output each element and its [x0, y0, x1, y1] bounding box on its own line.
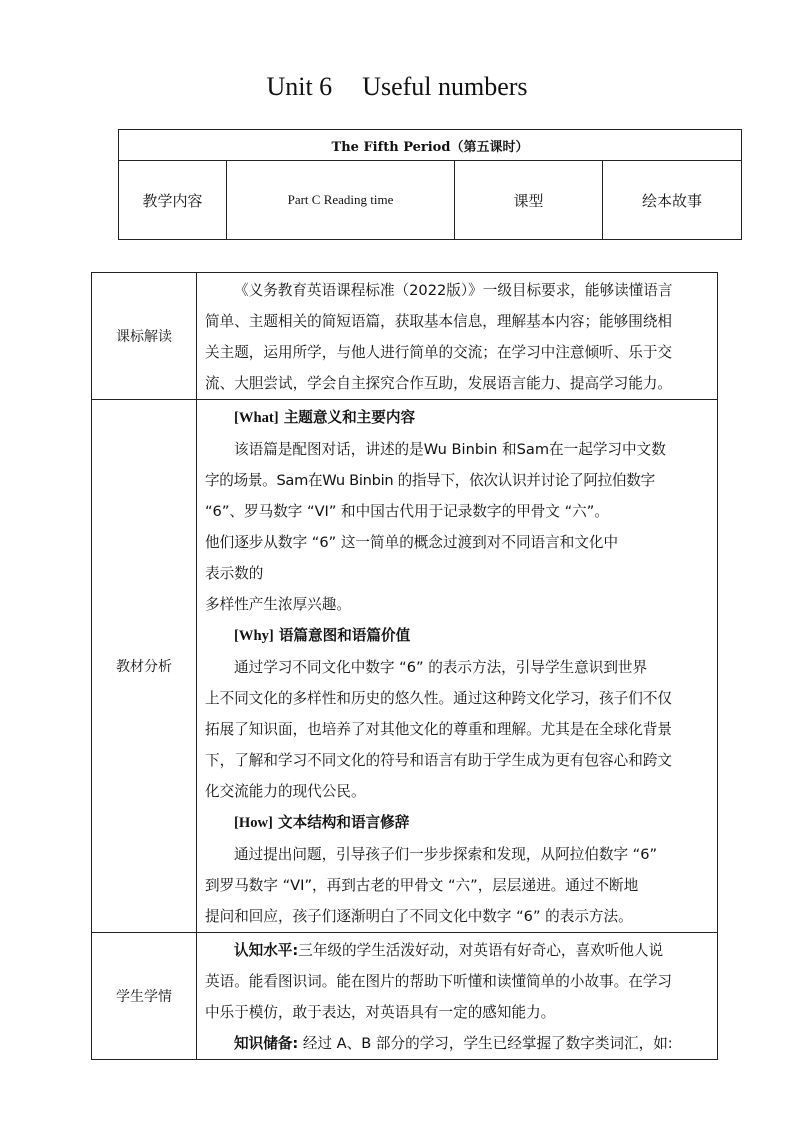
- standards-line: 流、大胆尝试，学会自主探究合作互助，发展语言能力、提高学习能力。: [205, 375, 673, 392]
- how-tag: [How]: [234, 815, 273, 831]
- students-body: [197, 933, 718, 1060]
- header-table: [118, 129, 742, 240]
- why-line: 化交流能力的现代公民。: [205, 783, 366, 800]
- analysis-table: [91, 272, 718, 1060]
- standards-line: 《义务教育英语课程标准（2022版）》一级目标要求，能够读懂语言: [234, 282, 673, 299]
- what-line: 字的场景。Sam在Wu Binbin 的指导下，依次认识并讨论了阿拉伯数字: [205, 472, 655, 489]
- why-heading: [205, 620, 709, 652]
- why-line: 拓展了知识面，也培养了对其他文化的尊重和理解。尤其是在全球化背景: [205, 721, 673, 738]
- knowledge-label: 知识储备:: [234, 1035, 299, 1052]
- students-label: 学生学情: [92, 933, 197, 1060]
- analysis-body: [197, 400, 718, 933]
- what-heading: [205, 402, 709, 434]
- knowledge-text: 经过 A、B 部分的学习，学生已经掌握了数字类词汇，如:: [302, 1035, 673, 1052]
- how-heading: [205, 807, 709, 839]
- standards-line: 简单、主题相关的简短语篇，获取基本信息，理解基本内容；能够围绕相: [205, 313, 673, 330]
- why-heading-text: 语篇意图和语篇价值: [278, 627, 411, 644]
- how-line: 通过提出问题，引导孩子们一步步探索和发现，从阿拉伯数字 “6”: [234, 846, 658, 863]
- cognition-label: 认知水平:: [234, 942, 299, 959]
- type-label: 课型: [455, 161, 603, 240]
- what-line: 表示数的: [205, 565, 264, 582]
- what-line: 多样性产生浓厚兴趣。: [205, 596, 351, 613]
- what-tag: [What]: [234, 410, 279, 426]
- knowledge-line: [205, 1028, 709, 1059]
- document-title: [0, 72, 794, 102]
- cognition-line: 中乐于模仿，敢于表达，对英语具有一定的感知能力。: [205, 1004, 556, 1021]
- how-line: 提问和回应，孩子们逐渐明白了不同文化中数字 “6” 的表示方法。: [205, 908, 633, 925]
- standards-body: [197, 273, 718, 400]
- cognition-line: [205, 935, 709, 966]
- type-value: 绘本故事: [603, 161, 742, 240]
- what-line: “6”、罗马数字 “VI” 和中国古代用于记录数字的甲骨文 “六”。: [205, 503, 609, 520]
- standards-line: 关主题，运用所学，与他人进行简单的交流；在学习中注意倾听、乐于交: [205, 344, 673, 361]
- period-title: The Fifth Period（第五课时）: [119, 130, 742, 161]
- why-line: 下，了解和学习不同文化的符号和语言有助于学生成为更有包容心和跨文: [205, 752, 673, 769]
- why-line: 上不同文化的多样性和历史的悠久性。通过这种跨文化学习，孩子们不仅: [205, 690, 673, 707]
- what-line: 该语篇是配图对话，讲述的是Wu Binbin 和Sam在一起学习中文数: [234, 441, 666, 458]
- how-heading-text: 文本结构和语言修辞: [278, 814, 410, 831]
- what-line: 他们逐步从数字 “6” 这一简单的概念过渡到对不同语言和文化中: [205, 534, 619, 551]
- standards-label: 课标解读: [92, 273, 197, 400]
- cognition-text: 三年级的学生活泼好动，对英语有好奇心，喜欢听他人说: [298, 942, 664, 959]
- what-heading-text: 主题意义和主要内容: [283, 409, 416, 426]
- content-value: Part C Reading time: [227, 161, 455, 240]
- analysis-label: 教材分析: [92, 400, 197, 933]
- how-line: 到罗马数字 “VI”，再到古老的甲骨文 “六”，层层递进。通过不断地: [205, 877, 639, 894]
- content-label: 教学内容: [119, 161, 227, 240]
- why-line: 通过学习不同文化中数字 “6” 的表示方法，引导学生意识到世界: [234, 659, 648, 676]
- cognition-line: 英语。能看图识词。能在图片的帮助下听懂和读懂简单的小故事。在学习: [205, 973, 673, 990]
- why-tag: [Why]: [234, 628, 274, 644]
- unit-number: Unit 6: [266, 72, 333, 101]
- unit-name: Useful numbers: [362, 72, 528, 101]
